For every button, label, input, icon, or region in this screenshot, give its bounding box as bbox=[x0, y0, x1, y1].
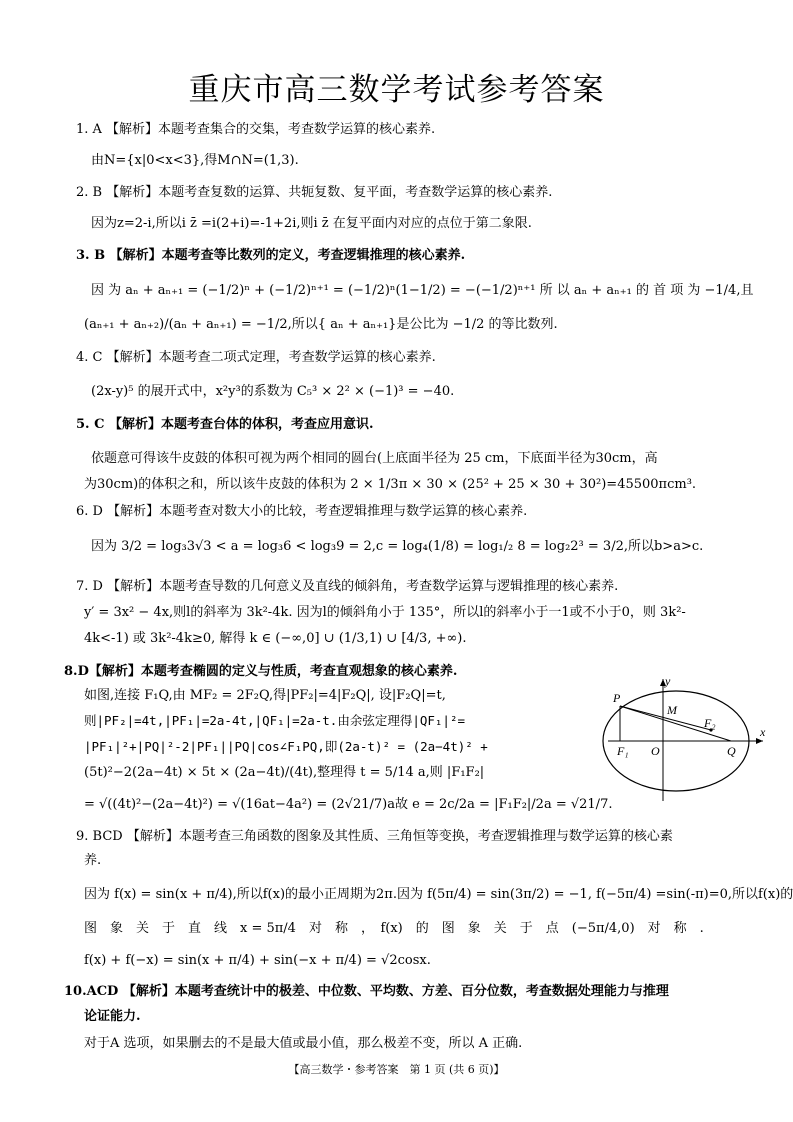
label-P: P bbox=[613, 691, 621, 705]
q8-body-4: (5t)²−2(2a−4t) × 5t × (2a−4t)/(4t),整理得 t = 5/14 a,则 |F₁F₂| bbox=[84, 765, 485, 780]
q9-heading-2: 养. bbox=[84, 853, 102, 868]
q3-body-2: (aₙ₊₁ + aₙ₊₂)/(aₙ + aₙ₊₁) = −1/2,所以{ aₙ + aₙ₊₁}是公比为 −1/2 的等比数列. bbox=[84, 317, 558, 332]
page-footer: 【高三数学・参考答案 第 1 页 (共 6 页)】 bbox=[288, 1063, 505, 1076]
q1-heading: 1. A 【解析】本题考查集合的交集，考查数学运算的核心素养. bbox=[76, 122, 436, 137]
q8-body-1: 如图,连接 F₁Q,由 MF₂ = 2F₂Q,得|PF₂|=4|F₂Q|, 设|F₂Q|=t, bbox=[84, 688, 446, 703]
label-M: M bbox=[667, 703, 677, 717]
q10-body-1: 对于A 选项，如果删去的不是最大值或最小值，那么极差不变，所以 A 正确. bbox=[84, 1036, 523, 1051]
ellipse-diagram bbox=[600, 673, 770, 808]
q1-body: 由N={x|0<x<3},得M∩N=(1,3). bbox=[91, 153, 299, 168]
label-Q: Q bbox=[727, 744, 736, 758]
q10-heading-1: 10.ACD 【解析】本题考查统计中的极差、中位数、平均数、方差、百分位数，考查数据处理能力与推理 bbox=[64, 984, 669, 999]
label-O: O bbox=[651, 744, 660, 758]
q8-body-5: = √((4t)²−(2a−4t)²) = √(16at−4a²) = (2√21/7)a故 e = 2c/2a = |F₁F₂|/2a = √21/7. bbox=[84, 797, 613, 812]
q5-heading: 5. C 【解析】本题考查台体的体积，考查应用意识. bbox=[76, 417, 374, 432]
q9-body-2: 图 象 关 于 直 线 x = 5π/4 对 称 ， f(x) 的 图 象 关 于 点 (−5π/4,0) 对 称 . bbox=[84, 921, 704, 936]
q9-heading-1: 9. BCD 【解析】本题考查三角函数的图象及其性质、三角恒等变换，考查逻辑推理与数学运算的核心素 bbox=[76, 829, 673, 844]
q3-heading: 3. B 【解析】本题考查等比数列的定义，考查逻辑推理的核心素养. bbox=[76, 248, 466, 263]
q8-body-2: 则|PF₂|=4t,|PF₁|=2a-4t,|QF₁|=2a-t.由余弦定理得|QF₁|²= bbox=[84, 713, 466, 728]
q9-body-3: f(x) + f(−x) = sin(x + π/4) + sin(−x + π/4) = √2cosx. bbox=[84, 953, 431, 968]
q5-body-2: 为30cm)的体积之和，所以该牛皮鼓的体积为 2 × 1/3π × 30 × (25² + 25 × 30 + 30²)=45500πcm³. bbox=[84, 477, 697, 492]
q10-heading-2: 论证能力. bbox=[84, 1009, 141, 1024]
q4-heading: 4. C 【解析】本题考查二项式定理，考查数学运算的核心素养. bbox=[76, 350, 436, 365]
q3-body-1: 因 为 aₙ + aₙ₊₁ = (−1/2)ⁿ + (−1/2)ⁿ⁺¹ = (−1/2)ⁿ(1−1/2) = −(−1/2)ⁿ⁺¹ 所 以 aₙ + aₙ₊₁ 的 首 项 为 −1/4,且 bbox=[91, 283, 754, 298]
q2-heading: 2. B 【解析】本题考查复数的运算、共轭复数、复平面，考查数学运算的核心素养. bbox=[76, 185, 553, 200]
label-y: y bbox=[665, 674, 671, 688]
page-title: 重庆市高三数学考试参考答案 bbox=[188, 72, 605, 108]
label-F2: F₂ bbox=[704, 716, 716, 730]
q8-heading: 8.D【解析】本题考查椭圆的定义与性质，考查直观想象的核心素养. bbox=[64, 664, 458, 679]
q5-body-1: 依题意可得该牛皮鼓的体积可视为两个相同的圆台(上底面半径为 25 cm，下底面半径为30cm，高 bbox=[91, 451, 658, 466]
segment-PF2 bbox=[620, 706, 711, 730]
label-F1: F₁ bbox=[617, 744, 629, 758]
label-x: x bbox=[760, 725, 766, 739]
q8-body-3: |PF₁|²+|PQ|²-2|PF₁||PQ|cos∠F₁PQ,即(2a-t)² = (2a−4t)² + bbox=[84, 739, 488, 754]
q4-body: (2x-y)⁵ 的展开式中，x²y³的系数为 C₅³ × 2² × (−1)³ = −40. bbox=[91, 384, 455, 399]
q6-heading: 6. D 【解析】本题考查对数大小的比较，考查逻辑推理与数学运算的核心素养. bbox=[76, 504, 528, 519]
q2-body: 因为z=2-i,所以i z̄ =i(2+i)=-1+2i,则i z̄ 在复平面内对应的点位于第二象限. bbox=[91, 216, 532, 231]
q7-heading: 7. D 【解析】本题考查导数的几何意义及直线的倾斜角，考查数学运算与逻辑推理的核心素养. bbox=[76, 579, 619, 594]
q9-body-1: 因为 f(x) = sin(x + π/4),所以f(x)的最小正周期为2π.因为 f(5π/4) = sin(3π/2) = −1, f(−5π/4) =sin(-π)=0,所以f(x)的 bbox=[84, 887, 793, 902]
q6-body: 因为 3/2 = log₃3√3 < a = log₃6 < log₃9 = 2,c = log₄(1/8) = log₁/₂ 8 = log₂2³ = 3/2,所以b>a>c. bbox=[91, 539, 704, 554]
q7-body-2: 4k<-1) 或 3k²-4k≥0, 解得 k ∈ (−∞,0] ∪ (1/3,1) ∪ [4/3, +∞). bbox=[84, 631, 467, 646]
q7-body-1: y′ = 3x² − 4x,则l的斜率为 3k²-4k. 因为l的倾斜角小于 135°，所以l的斜率小于一1或不小于0，则 3k²- bbox=[84, 605, 686, 620]
